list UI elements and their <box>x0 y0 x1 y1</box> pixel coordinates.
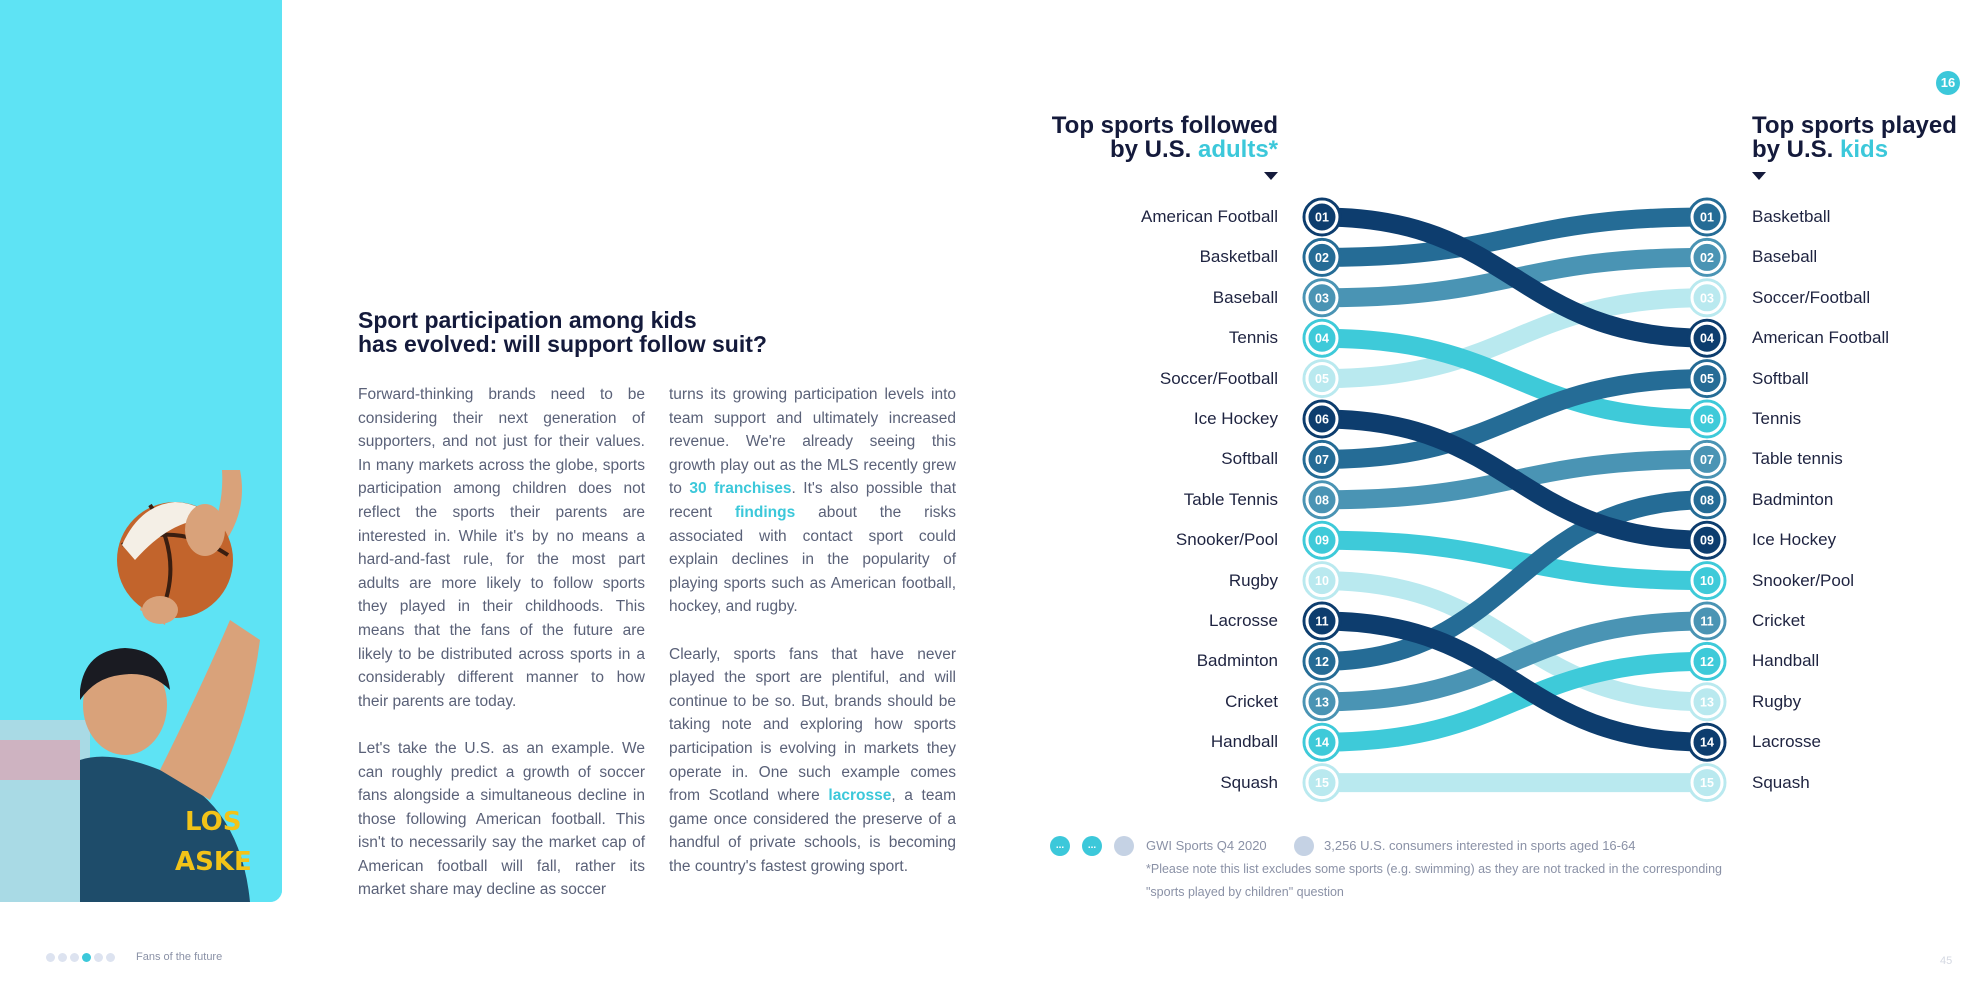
right-sport-label: Soccer/Football <box>1752 287 1871 307</box>
rank-label: 14 <box>1315 735 1329 750</box>
pager-dot[interactable] <box>70 953 79 962</box>
left-sport-label: Tennis <box>1228 328 1278 348</box>
left-sport-label: Rugby <box>1228 570 1278 590</box>
text-run: , a team game once considered the preserve of a handful of private schools, is becoming the country's fastest growing sport. <box>669 787 956 875</box>
rank-label: 10 <box>1315 574 1329 589</box>
left-sport-label: Badminton <box>1196 651 1278 671</box>
rank-label: 13 <box>1700 695 1714 710</box>
rank-label: 04 <box>1700 331 1714 346</box>
left-sport-label: Handball <box>1210 732 1278 752</box>
rank-label: 02 <box>1315 250 1329 265</box>
text-run: by U.S. <box>1752 136 1841 163</box>
right-sport-label: Snooker/Pool <box>1752 570 1855 590</box>
title-accent-adults: adults* <box>1197 136 1278 163</box>
rank-badge-right <box>1689 765 1725 801</box>
rank-label: 11 <box>1700 614 1714 629</box>
rank-label: 04 <box>1315 331 1329 346</box>
rank-label: 06 <box>1315 412 1329 427</box>
right-sport-label: American Football <box>1752 328 1890 348</box>
chart-title-right-line1: Top sports played <box>1752 112 1957 139</box>
rank-badge-left <box>1304 441 1340 477</box>
svg-text:LOS: LOS <box>185 807 242 837</box>
rank-badge-right <box>1689 361 1725 397</box>
rank-label: 14 <box>1700 735 1714 750</box>
ellipsis-icon <box>1082 836 1102 856</box>
link-30-franchises[interactable]: 30 franchises <box>689 480 792 498</box>
text-run: turns its growing participation levels into team support and ultimately increased revenue. We're already seeing this growth play out as the MLS recently grew to <box>669 386 956 498</box>
right-sport-label: Table tennis <box>1752 449 1843 469</box>
rank-label: 01 <box>1700 210 1714 225</box>
right-sport-label: Baseball <box>1752 247 1818 267</box>
rank-badge-right <box>1689 239 1725 275</box>
rank-badge-left <box>1304 684 1340 720</box>
left-sport-label: Softball <box>1221 449 1278 469</box>
left-sport-label: Ice Hockey <box>1193 409 1278 428</box>
right-sport-label: Lacrosse <box>1752 732 1821 752</box>
rank-label: 09 <box>1315 533 1329 548</box>
left-sport-label: Soccer/Football <box>1159 368 1278 388</box>
rank-label: 12 <box>1700 654 1714 669</box>
rank-badge-right <box>1689 563 1725 599</box>
page-badge: 16 <box>1936 71 1960 95</box>
rank-label: 10 <box>1700 574 1714 589</box>
rank-badge-right <box>1689 199 1725 235</box>
rank-label: 11 <box>1315 614 1329 629</box>
article-title-line1: Sport participation among kids <box>358 307 697 333</box>
rank-badge-left <box>1304 280 1340 316</box>
rank-badge-right <box>1689 724 1725 760</box>
right-sport-label: Squash <box>1752 772 1810 792</box>
footnote-line1: *Please note this list excludes some sports (e.g. swimming) as they are not tracked in the corresponding <box>1146 862 1722 876</box>
right-sport-label: Cricket <box>1752 611 1805 630</box>
rank-badge-right <box>1689 482 1725 518</box>
footer-section-label: Fans of the future <box>136 951 223 963</box>
rank-badge-right <box>1689 441 1725 477</box>
svg-text:ASKE: ASKE <box>175 847 252 877</box>
left-sport-label: Baseball <box>1212 287 1278 307</box>
link-lacrosse[interactable]: lacrosse <box>828 787 892 805</box>
pager-dot[interactable] <box>58 953 67 962</box>
text-run: about the risks associated with contact sport could explain declines in the popularity of playing sports such as American football, hockey, and rugby. <box>669 503 957 616</box>
ellipsis-icon <box>1050 836 1070 856</box>
rank-badge-left <box>1304 239 1340 275</box>
rank-badge-right <box>1689 643 1725 679</box>
rank-label: 05 <box>1700 372 1714 387</box>
rank-label: 07 <box>1315 452 1329 467</box>
rank-label: 01 <box>1315 210 1329 225</box>
people-icon <box>1294 836 1314 856</box>
rank-label: 06 <box>1700 412 1714 427</box>
right-sport-label: Handball <box>1752 651 1820 671</box>
article-title-line2: has evolved: will support follow suit? <box>358 331 767 357</box>
pager-dot[interactable] <box>106 953 115 962</box>
right-sport-label: Tennis <box>1752 409 1802 428</box>
link-ice-hockey <box>1322 419 1707 540</box>
source-icon <box>1114 836 1134 856</box>
rank-badge-left <box>1304 482 1340 518</box>
text-run: . It's also possible that recent <box>669 480 956 521</box>
rank-label: 08 <box>1315 493 1329 508</box>
rank-badge-left <box>1304 361 1340 397</box>
left-sport-label: American Football <box>1140 207 1278 226</box>
rank-badge-left <box>1304 765 1340 801</box>
left-sport-label: Squash <box>1220 772 1278 792</box>
legend-sample: 3,256 U.S. consumers interested in sports aged 16-64 <box>1324 838 1636 853</box>
rank-badge-left <box>1304 320 1340 356</box>
chart-legend <box>1050 836 1850 899</box>
rank-label: 09 <box>1700 533 1714 548</box>
rank-label: 12 <box>1315 654 1329 669</box>
icon-glyph: ... <box>1055 840 1065 851</box>
right-sport-label: Softball <box>1752 368 1809 388</box>
link-findings[interactable]: findings <box>734 503 796 521</box>
rank-badge-left <box>1304 643 1340 679</box>
rank-badge-left <box>1304 724 1340 760</box>
rank-label: 15 <box>1315 776 1329 791</box>
chart-title-left-line1: Top sports followed <box>1051 112 1278 139</box>
rank-label: 15 <box>1700 776 1714 791</box>
rank-label: 03 <box>1315 291 1329 306</box>
title-accent-kids: kids <box>1840 136 1889 163</box>
rank-badge-right <box>1689 320 1725 356</box>
left-sport-label: Table Tennis <box>1183 489 1278 509</box>
left-sport-label: Cricket <box>1225 691 1278 711</box>
text-run: Clearly, sports fans that have never played the sport are plentiful, and will continue to be so. But, brands should be taking note and exploring how sports participation is evolving in markets they operate in. One such example comes from Scotland where <box>669 645 956 805</box>
left-sport-label: Lacrosse <box>1209 611 1278 630</box>
rank-badge-left <box>1304 522 1340 558</box>
footnote-line2: "sports played by children" question <box>1146 885 1344 899</box>
rank-badge-right <box>1689 522 1725 558</box>
right-sport-label: Badminton <box>1752 489 1834 509</box>
rank-badge-right <box>1689 603 1725 639</box>
rank-label: 03 <box>1700 291 1714 306</box>
right-sport-label: Ice Hockey <box>1752 530 1837 550</box>
pager-dot[interactable] <box>94 953 103 962</box>
rank-label: 07 <box>1700 452 1714 467</box>
rank-badge-right <box>1689 280 1725 316</box>
rank-badge-left <box>1304 603 1340 639</box>
right-sport-label: Rugby <box>1752 691 1802 711</box>
rank-badge-left <box>1304 563 1340 599</box>
paragraph: Forward-thinking brands need to be considering their next generation of supporters, and not just for their values. In many markets across the globe, sports participation among children does not reflect the sports their parents are interested in. While it's by no means a hard-and-fast rule, for the most part adults are more likely to follow sports they played in their childhoods. This means that the fans of the future are likely to be distributed across sports in a considerably different manner to how their parents are today. <box>358 386 645 710</box>
rank-label: 08 <box>1700 493 1714 508</box>
rank-badge-left <box>1304 401 1340 437</box>
paragraph: Let's take the U.S. as an example. We can roughly predict a growth of soccer fans alongside a simultaneous decline in those following American football. This isn't to necessarily say the market cap of American football will fall, rather its market share may decline as soccer <box>358 739 645 899</box>
pager-dot[interactable] <box>46 953 55 962</box>
legend-source: GWI Sports Q4 2020 <box>1146 838 1267 853</box>
left-sport-label: Basketball <box>1199 247 1278 267</box>
rank-label: 02 <box>1700 250 1714 265</box>
right-sport-label: Basketball <box>1752 207 1831 226</box>
left-sport-label: Snooker/Pool <box>1175 530 1278 550</box>
text-run: by U.S. <box>1109 136 1198 163</box>
icon-glyph: ... <box>1087 840 1097 851</box>
rank-label: 13 <box>1315 695 1329 710</box>
rank-badge-left <box>1304 199 1340 235</box>
rank-badge-right <box>1689 401 1725 437</box>
rank-badge-right <box>1689 684 1725 720</box>
pager-dot[interactable] <box>82 953 91 962</box>
rank-label: 05 <box>1315 372 1329 387</box>
page-number: 45 <box>1940 955 1953 967</box>
